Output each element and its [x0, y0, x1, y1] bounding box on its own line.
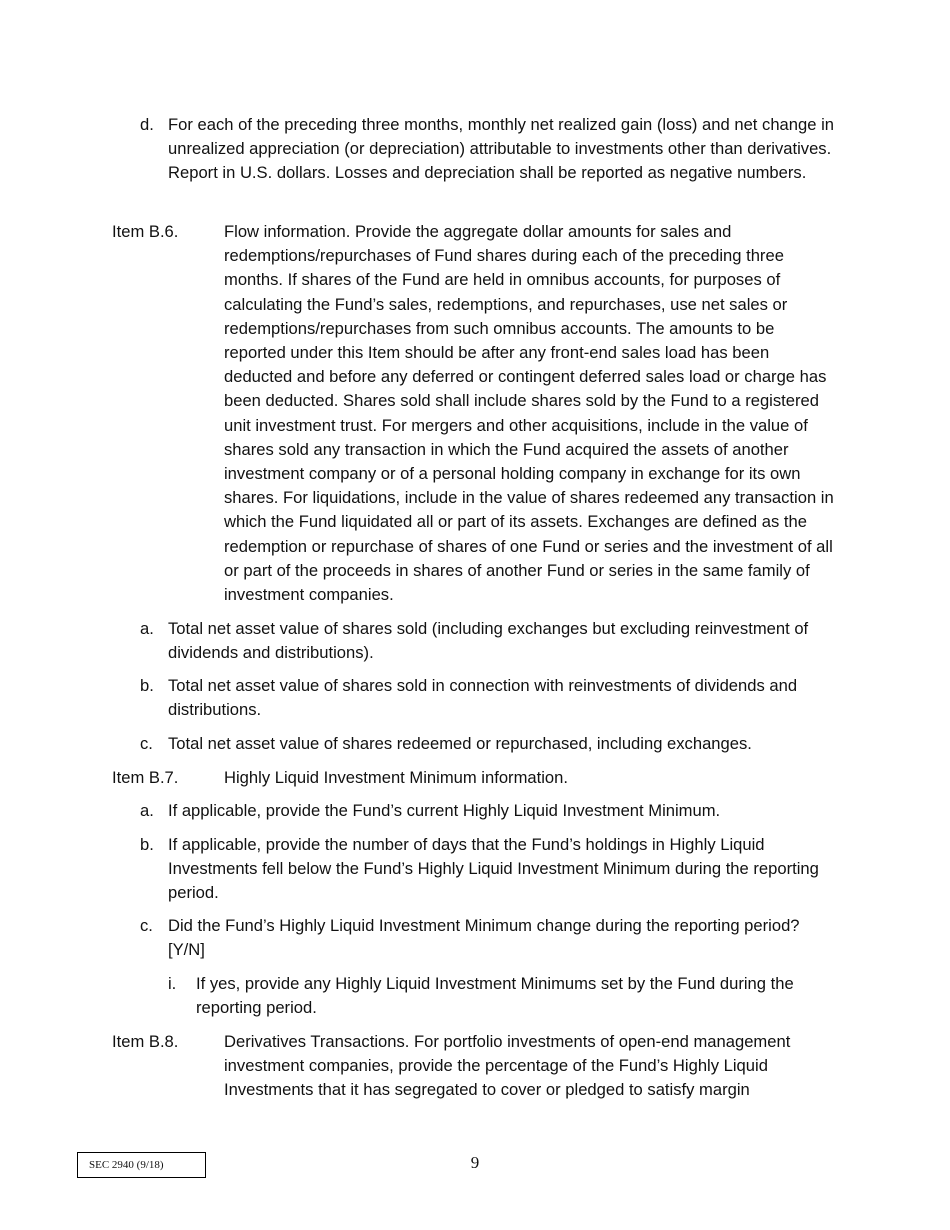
- item-b6-b-text: Total net asset value of shares sold in connection with reinvestments of dividends and distributions.: [168, 676, 798, 720]
- item-b6-b-label: b.: [140, 676, 154, 695]
- item-b7-c-i-text: If yes, provide any Highly Liquid Investment Minimums set by the Fund during the reporting period.: [196, 974, 794, 1018]
- section-d-text: For each of the preceding three months, monthly net realized gain (loss) and net change in unrealized appreciation (or depreciation) attributable to investments other than derivatives. Report in U.S. dollars. Losses and depreciation shall be reported as negative numbers.: [168, 115, 834, 183]
- section-d-label: d.: [140, 115, 154, 134]
- item-b8-text: Derivatives Transactions. For portfolio investments of open-end management investment companies, provide the percentage of the Fund’s Highly Liquid Investments that it has segregated to cover or pledged to satisfy margin: [224, 1032, 791, 1100]
- item-b6-a-text: Total net asset value of shares sold (including exchanges but excluding reinvestment of dividends and distributions).: [168, 619, 809, 663]
- item-b7-a: [140, 799, 840, 823]
- item-b7-label: Item B.7.: [112, 768, 179, 787]
- item-b7-a-text: If applicable, provide the Fund’s current Highly Liquid Investment Minimum.: [168, 801, 721, 820]
- item-b7-b: [140, 833, 840, 906]
- item-b6-c-label: c.: [140, 734, 153, 753]
- item-b7-b-text: If applicable, provide the number of days that the Fund’s holdings in Highly Liquid Investments fell below the Fund’s Highly Liquid Investment Minimum during the reporting period.: [168, 835, 819, 903]
- item-b6-text: Flow information. Provide the aggregate dollar amounts for sales and redemptions/repurchases of Fund shares during each of the preceding three months. If shares of the Fund are held in omnibus accounts, for purposes of calculating the Fund’s sales, redemptions, and repurchases, use net sales or redemptions/repurchases from such omnibus accounts. The amounts to be reported under this Item should be after any front-end sales load has been deducted and before any deferred or contingent deferred sales load or charge has been deducted. Shares sold shall include shares sold by the Fund to a registered unit investment trust. For mergers and other acquisitions, include in the value of shares sold any transaction in which the Fund acquired the assets of another investment company or of a personal holding company in exchange for its own shares. For liquidations, include in the value of shares redeemed any transaction in which the Fund liquidated all or part of its assets. Exchanges are defined as the redemption or repurchase of shares of one Fund or series and the investment of all or part of the proceeds in shares of another Fund or series in the same family of investment companies.: [224, 222, 834, 605]
- item-b6-c-text: Total net asset value of shares redeemed or repurchased, including exchanges.: [168, 734, 752, 753]
- item-b7-c-label: c.: [140, 916, 153, 935]
- item-b6-label: Item B.6.: [112, 222, 179, 241]
- item-b7: [112, 766, 840, 790]
- item-b6-a-label: a.: [140, 619, 154, 638]
- item-b6: [112, 220, 840, 607]
- item-b7-text: Highly Liquid Investment Minimum information.: [224, 768, 568, 787]
- item-b7-c: [140, 914, 840, 962]
- item-b7-c-i-label: i.: [168, 974, 177, 993]
- item-b6-a: [140, 617, 840, 665]
- item-b7-c-i: [168, 972, 840, 1020]
- section-d: [140, 113, 840, 186]
- item-b8-label: Item B.8.: [112, 1032, 179, 1051]
- item-b6-c: [140, 732, 840, 756]
- page-number: 9: [470, 1153, 480, 1172]
- item-b8: [112, 1030, 840, 1103]
- form-id-box: SEC 2940 (9/18): [77, 1152, 206, 1178]
- item-b7-b-label: b.: [140, 835, 154, 854]
- item-b7-c-text: Did the Fund’s Highly Liquid Investment Minimum change during the reporting period? [Y/N]: [168, 916, 800, 960]
- item-b7-a-label: a.: [140, 801, 154, 820]
- item-b6-b: [140, 674, 840, 722]
